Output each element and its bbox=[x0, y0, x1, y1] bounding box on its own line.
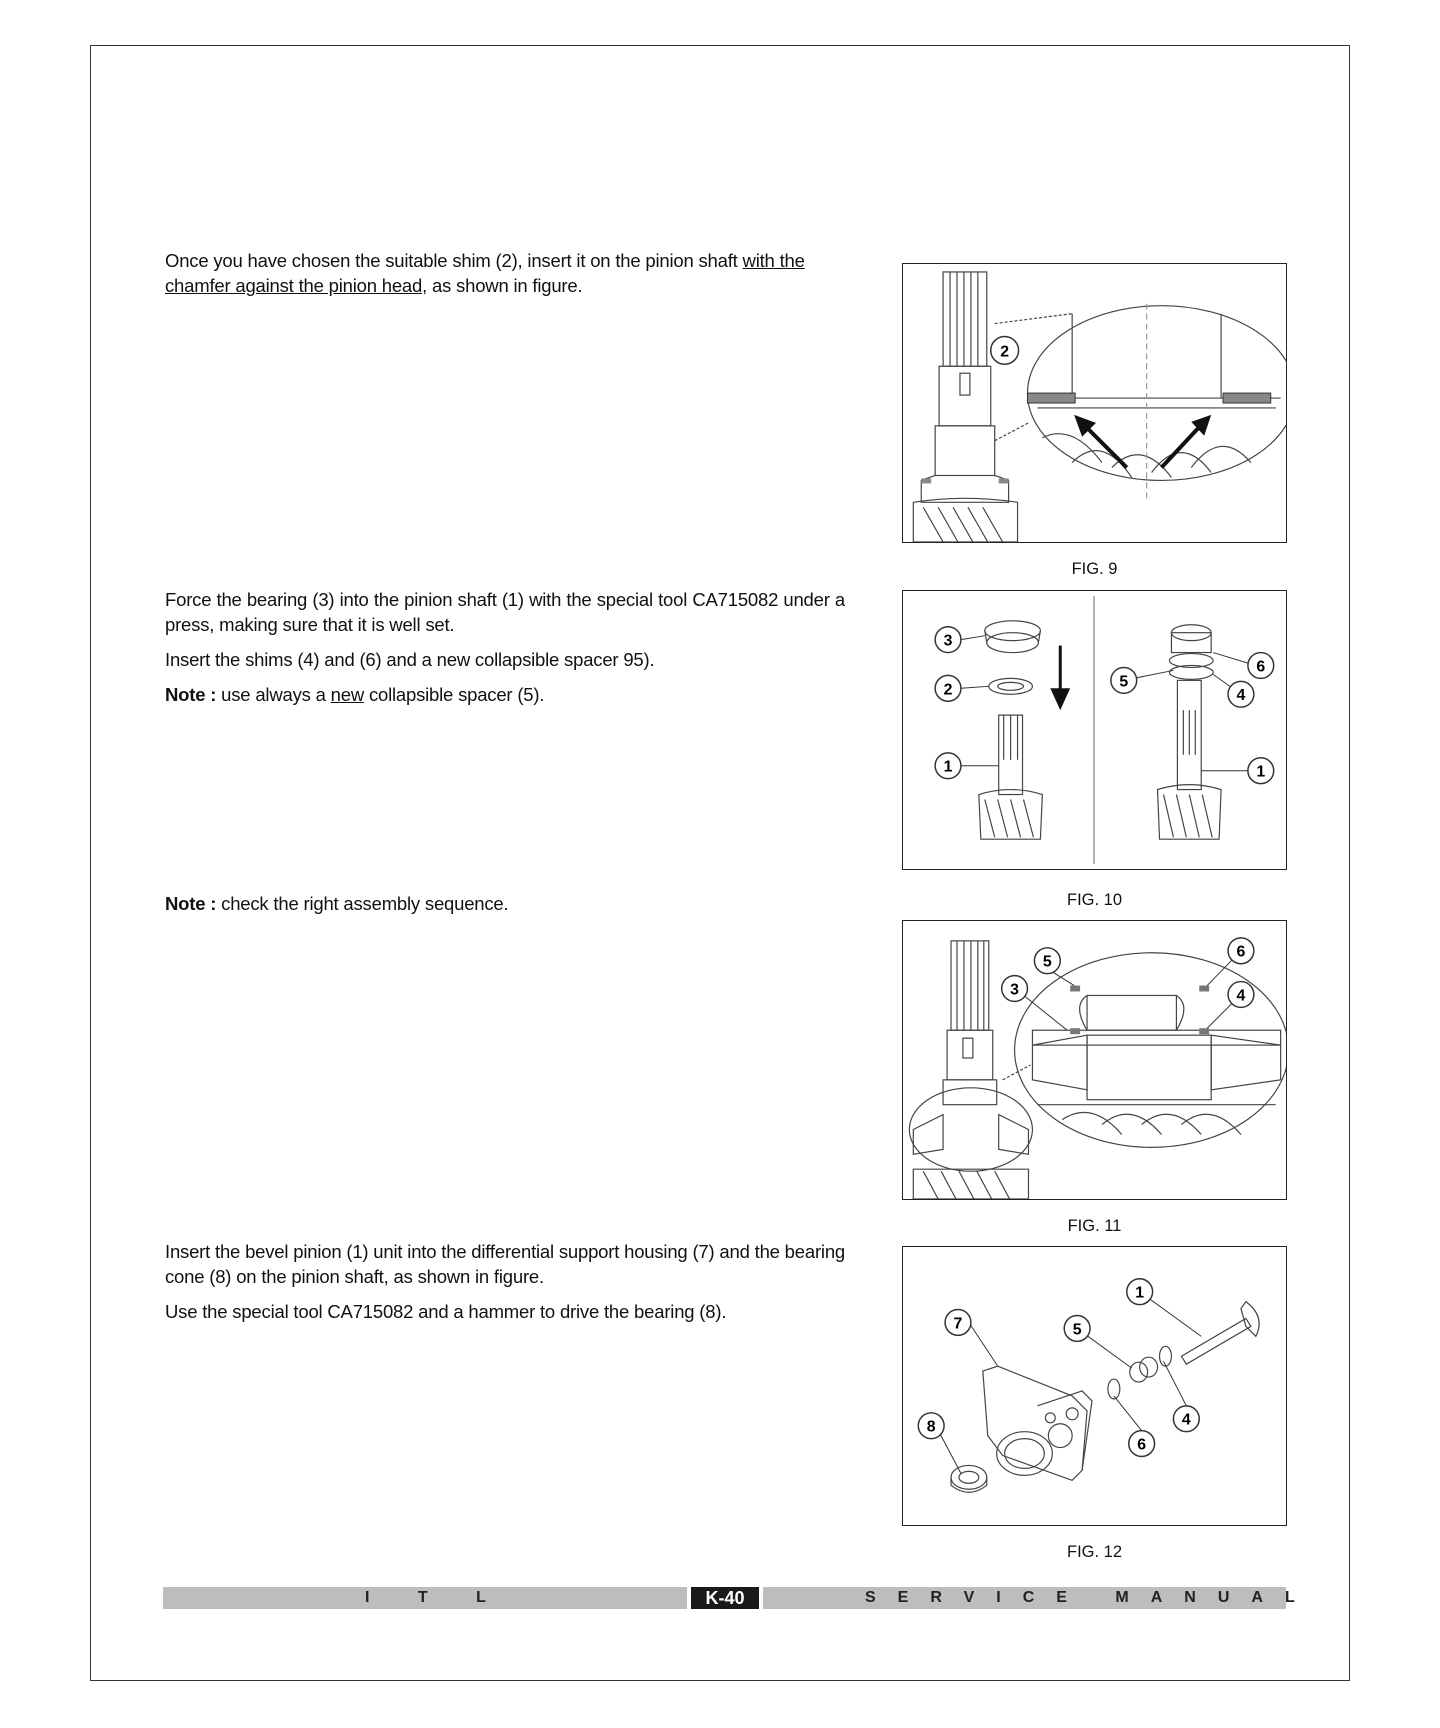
housing-installation-drawing bbox=[903, 1247, 1286, 1525]
text-run: collapsible spacer (5). bbox=[364, 684, 545, 705]
figure-9-illustration bbox=[902, 263, 1287, 543]
callout-label: 5 bbox=[1072, 1321, 1082, 1339]
text-run: check the right assembly sequence. bbox=[216, 893, 509, 914]
footer-company: I T L bbox=[365, 1589, 508, 1606]
callout-label: 2 bbox=[1000, 343, 1010, 361]
callout-label: 1 bbox=[943, 758, 953, 776]
page-number: K-40 bbox=[691, 1587, 759, 1609]
callout-label: 6 bbox=[1236, 943, 1246, 961]
callout-label: 5 bbox=[1119, 673, 1129, 691]
paragraph bbox=[165, 587, 845, 637]
text-run: use always a bbox=[216, 684, 331, 705]
callout-label: 3 bbox=[943, 632, 953, 650]
callout-label: 8 bbox=[926, 1418, 936, 1436]
section-4 bbox=[165, 1239, 845, 1334]
paragraph bbox=[165, 682, 845, 707]
callout-label: 4 bbox=[1181, 1411, 1191, 1429]
text-run: Use the special tool CA715082 and a hammer to drive the bearing (8). bbox=[165, 1301, 727, 1322]
figure-caption: FIG. 10 bbox=[1066, 891, 1123, 909]
callout-label: 6 bbox=[1256, 658, 1266, 676]
bearing-assembly-drawing bbox=[903, 591, 1286, 869]
figure-caption: FIG. 9 bbox=[1071, 560, 1118, 578]
note-label: Note : bbox=[165, 893, 217, 914]
figure-11-illustration bbox=[902, 920, 1287, 1200]
figure-caption: FIG. 11 bbox=[1067, 1217, 1122, 1235]
callout-label: 5 bbox=[1042, 953, 1052, 971]
section-1 bbox=[165, 248, 845, 308]
assembly-sequence-drawing bbox=[903, 921, 1286, 1199]
pinion-shim-drawing bbox=[903, 264, 1286, 542]
figure-12-illustration bbox=[902, 1246, 1287, 1526]
callout-label: 6 bbox=[1137, 1436, 1147, 1454]
paragraph bbox=[165, 891, 845, 916]
text-run: Once you have chosen the suitable shim (2), insert it on the pinion shaft bbox=[165, 250, 743, 271]
section-3 bbox=[165, 891, 845, 926]
text-run-underlined: with the chamfer against the pinion head, bbox=[165, 250, 805, 296]
paragraph bbox=[165, 647, 845, 672]
callout-label: 4 bbox=[1236, 687, 1246, 705]
callout-label: 3 bbox=[1010, 981, 1019, 999]
callout-label: 1 bbox=[1135, 1284, 1145, 1302]
footer-left-bar bbox=[163, 1587, 687, 1609]
text-run: as shown in figure. bbox=[427, 275, 583, 296]
section-2 bbox=[165, 587, 845, 717]
page-footer bbox=[163, 1587, 1317, 1609]
callout-label: 4 bbox=[1236, 987, 1246, 1005]
callout-label: 7 bbox=[953, 1315, 963, 1333]
paragraph bbox=[165, 1239, 845, 1289]
footer-right-bar bbox=[763, 1587, 1317, 1609]
text-run: Insert the shims (4) and (6) and a new collapsible spacer 95). bbox=[165, 649, 655, 670]
paragraph bbox=[165, 1299, 845, 1324]
figure-10-illustration bbox=[902, 590, 1287, 870]
paragraph bbox=[165, 248, 845, 298]
footer-manual-title: SERVICE MANUAL bbox=[865, 1589, 1317, 1606]
note-label: Note : bbox=[165, 684, 217, 705]
callout-label: 2 bbox=[943, 681, 953, 699]
text-run: Insert the bevel pinion (1) unit into the differential support housing (7) and the bearing cone (8) on the pinion shaft, as shown in figure. bbox=[165, 1241, 845, 1287]
text-run-underlined: new bbox=[330, 684, 364, 705]
callout-label: 1 bbox=[1256, 763, 1266, 781]
figure-caption: FIG. 12 bbox=[1066, 1543, 1123, 1561]
text-run: Force the bearing (3) into the pinion shaft (1) with the special tool CA715082 under a press, making sure that it is well set. bbox=[165, 589, 845, 635]
